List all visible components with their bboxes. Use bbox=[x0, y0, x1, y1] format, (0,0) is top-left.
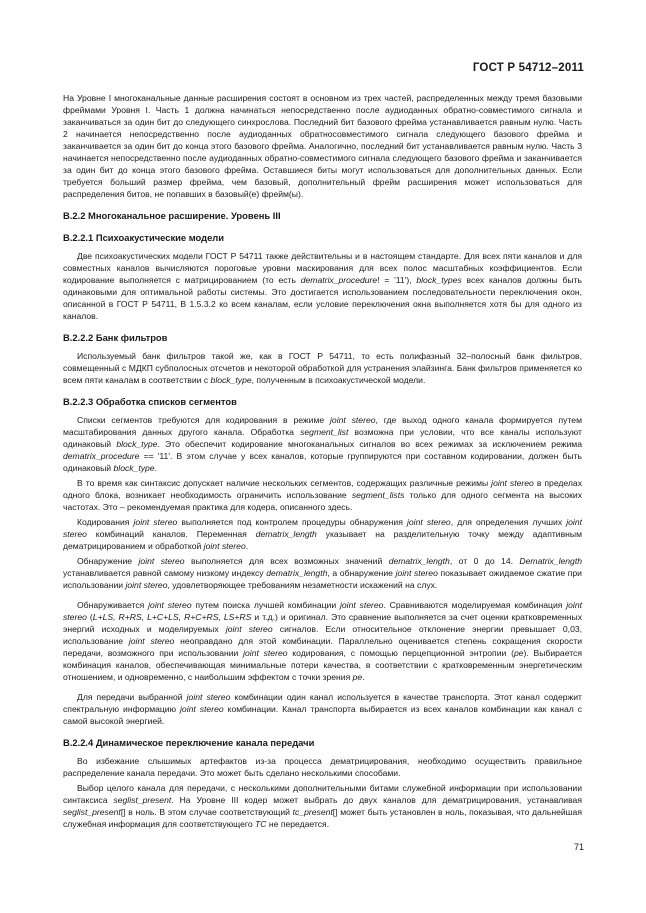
paragraph: Обнаруживается joint stereo путем поиска лучшей комбинации joint stereo. Сравниваются моделируемая комбинация joint stereo (L+LS, R+RS, L+C+LS, R+C+RS, LS+RS и т.д.) и оригинал. Это сравнение выполняется за счет оценки кратковременных энергий исходных и моделируемых joint stereo сигналов. Если относительное отклонение энергии превышает 0,03, использование joint stereo неоправдано для этой комбинации. Параллельно оценивается степень сокращения скорости передачи, возможного при использовании joint stereo кодирования, с помощью перцепционной энтропии (pe). Выбирается комбинация каналов, обеспечивающая минимальные потери качества, в соответствии с кратковременным энергетическим отношением, и одновременно, с наибольшим эффектом с точки зрения pe. bbox=[63, 600, 583, 682]
paragraph: В то время как синтаксис допускает наличие нескольких сегментов, содержащих различные режимы joint stereo в пределах одного блока, возникает необходимость ограничить использование segment_lists только для одного сегмента на высоких частотах. Это – рекомендуемая практика для кодера, описанного здесь. bbox=[63, 478, 583, 512]
paragraph: Для передачи выбранной joint stereo комбинации один канал используется в качестве транспорта. Этот канал содержит спектральную информацию joint stereo комбинации. Канал транспорта выбирается из всех каналов комбинации как канал с самой высокой энергией. bbox=[63, 692, 582, 726]
intro-paragraph: На Уровне I многоканальные данные расширения состоят в основном из трех частей, распределенных между тремя базовыми фреймами Уровня I. Часть 1 должна начинаться непосредственно после аудиоданных обратно-совместимого сигнала и заканчиваться за один бит до следующего синхрослова. Последний бит базового фрейма устанавливается равным нулю. Часть 2 начинается непосредственно после аудиоданных обратносовместимого сигнала следующего базового фрейма и заканчивается за один бит до конца этого базового фрейма. Аналогично, последний бит устанавливается равным нулю. Часть 3 начинается непосредственно после аудиоданных обратно-совместимого сигнала следующего базового фрейма и заканчивается за один бит до конца этого базового фрейма. Оставшиеся биты могут использоваться для дополнительных данных. Если требуется больший размер фрейма, чем базовый, дополнительный фрейм расширения может использоваться для распределения битов, не попавших в базовый(е) фрейм(ы). bbox=[63, 93, 582, 199]
document-id: ГОСТ Р 54712–2011 bbox=[472, 62, 584, 74]
paragraph: Кодирования joint stereo выполняется под контролем процедуры обнаружения joint stereo, для определения лучших joint stereo комбинаций каналов. Переменная dematrix_length указывает на разделительную точку между адаптивным дематрицированием и обработкой joint stereo. bbox=[63, 517, 582, 551]
section-heading-b223: В.2.2.3 Обработка списков сегментов bbox=[63, 396, 237, 407]
page-content bbox=[63, 92, 582, 833]
page-number: 71 bbox=[573, 842, 584, 852]
paragraph: Выбор целого канала для передачи, с несколькими дополнительными битами служебной информации при использовании синтаксиса seglist_present. На Уровне III кодер может выбрать до двух каналов для дематрицирования, устанавливая seglist_present[] в ноль. В этом случае соответствующий tc_present[] может быть установлен в ноль, показывая, что дальнейшая служебная информация для соответствующего TC не передается. bbox=[63, 783, 582, 829]
section-heading-b221: В.2.2.1 Психоакустические модели bbox=[63, 232, 225, 243]
paragraph: Две психоакустических модели ГОСТ Р 54711 также действительны и в настоящем стандарте. Для всех пяти каналов и для совместных каналов вычисляются пороговые уровни маскирования для всех полос масштабных коэффициентов. Если кодирование выполняется с матрицированием (то есть dematrix_procedure! = '11'), block_types всех каналов должны быть одинаковыми для оптимальной работы системы. Это достигается использованием последовательности переключения окон, описанной в ГОСТ Р 54711, В 1.5.3.2 ко всем каналам, если условие переключения окна выполняется хотя бы для одного из каналов. bbox=[63, 251, 582, 321]
paragraph: Используемый банк фильтров такой же, как в ГОСТ Р 54711, то есть полифазный 32–полосный банк фильтров, совмещенный с МДКП субполосных отсчетов и некоторой обработкой для устранения элайзинга. Банк фильтров применяется ко всем пяти каналам в соответствии с block_type, полученным в психоакустической модели. bbox=[63, 351, 582, 385]
section-heading-b224: В.2.2.4 Динамическое переключение канала передачи bbox=[63, 737, 315, 748]
paragraph: Обнаружение joint stereo выполняется для всех возможных значений dematrix_length, от 0 до 14. Dematrix_length устанавливается равной самому низкому индексу dematrix_length, а обнаружение joint stereo показывает ожидаемое сжатие при использовании joint stereo, удовлетворяющее требованиям незаметности искажений на слух. bbox=[63, 556, 582, 590]
paragraph: Списки сегментов требуются для кодирования в режиме joint stereo, где выход одного канала формируется путем масштабирования данных другого канала. Обработка segment_list возможна при условии, что все каналы используют одинаковый block_type. Это обеспечит кодирование многоканальных сигналов во всех режимах за исключением режима dematrix_procedure == '11'. В этом случае у всех каналов, которые группируются при составном кодировании, должен быть одинаковый block_type. bbox=[63, 415, 582, 473]
section-heading-b22: В.2.2 Многоканальное расширение. Уровень III bbox=[63, 210, 281, 221]
paragraph: Во избежание слышимых артефактов из-за процесса дематрицирования, необходимо осуществить правильное распределение канала передачи. Это может быть сделано несколькими способами. bbox=[63, 756, 582, 778]
section-heading-b222: В.2.2.2 Банк фильтров bbox=[63, 332, 168, 343]
